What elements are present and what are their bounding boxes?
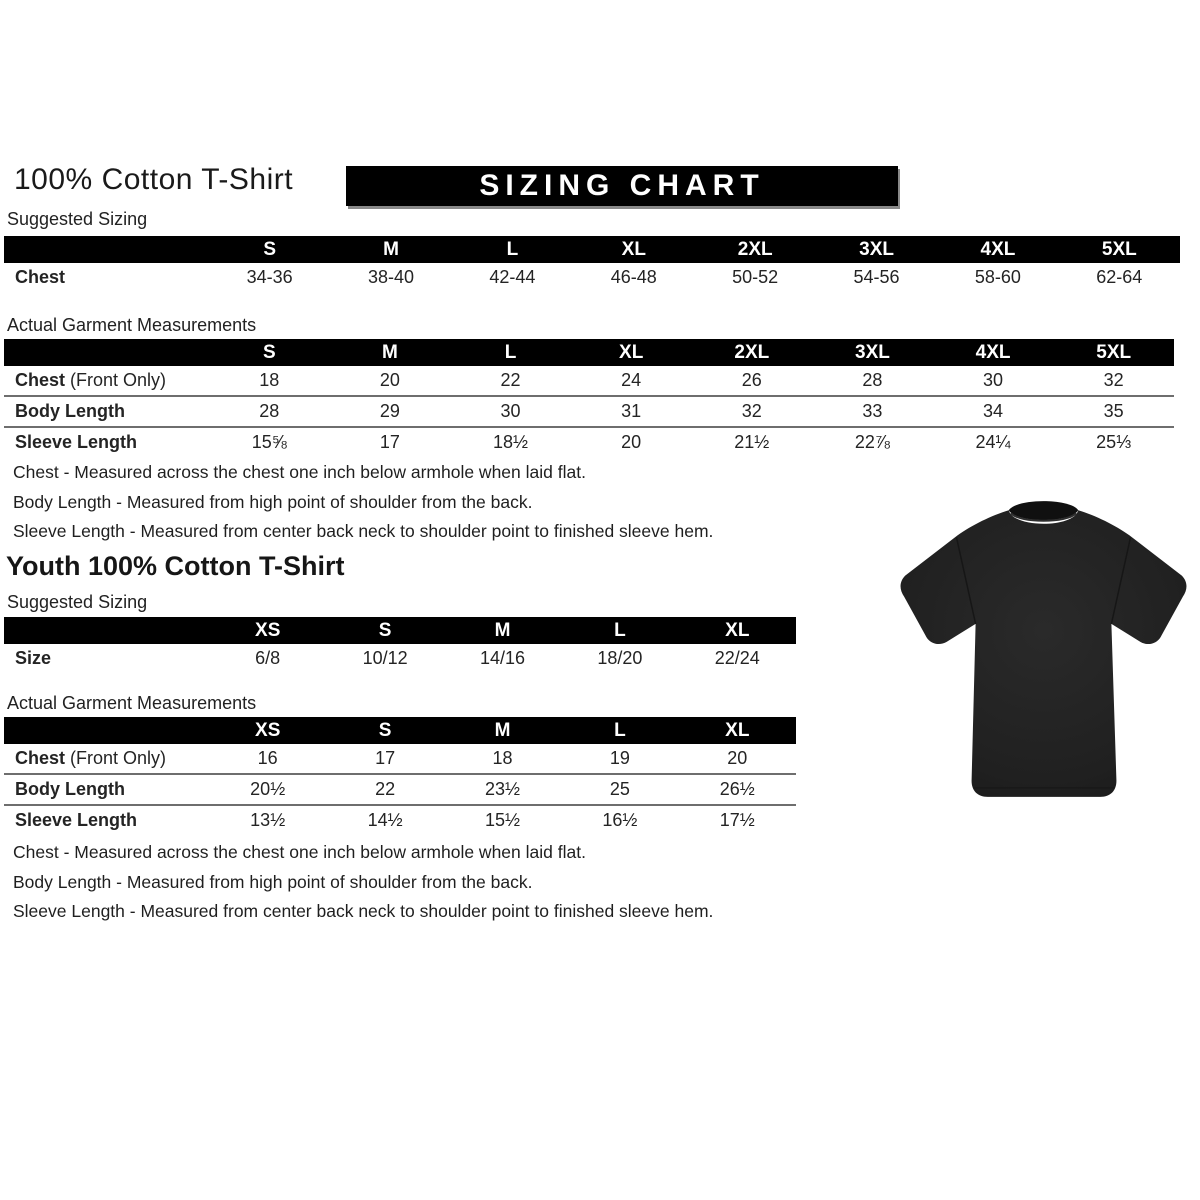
size-column-header: XL bbox=[571, 339, 692, 366]
size-header-row bbox=[4, 236, 1180, 263]
table-row bbox=[4, 263, 1180, 292]
size-column-header: XL bbox=[679, 717, 796, 744]
measurement-cell: 22/24 bbox=[714, 648, 760, 668]
row-label-header bbox=[4, 339, 209, 366]
measurement-cell: 23½ bbox=[444, 774, 561, 805]
measurement-cell: 32 bbox=[692, 396, 813, 427]
measurement-cell: 29 bbox=[330, 396, 451, 427]
measurement-cell: 46-48 bbox=[610, 267, 657, 287]
measurement-cell: 50-52 bbox=[732, 267, 779, 287]
measurement-cell: 19 bbox=[609, 748, 630, 768]
size-column-header: L bbox=[452, 236, 573, 263]
measurement-cell: 58-60 bbox=[974, 267, 1021, 287]
youth-suggested-sizing-label: Suggested Sizing bbox=[7, 592, 148, 612]
measurement-cell: 14/16 bbox=[479, 648, 525, 668]
table-row bbox=[4, 396, 1174, 427]
measurement-cell: 25 bbox=[561, 774, 678, 805]
row-label-header bbox=[4, 236, 209, 263]
table-row bbox=[4, 366, 1174, 396]
measurement-cell: 6/8 bbox=[255, 648, 281, 668]
measurement-cell: 35 bbox=[1053, 396, 1174, 427]
measurement-cell: 26 bbox=[741, 370, 762, 390]
size-column-header: L bbox=[450, 339, 571, 366]
measurement-cell: 22 bbox=[326, 774, 443, 805]
size-header-row bbox=[4, 717, 796, 744]
row-label-header bbox=[4, 717, 209, 744]
measurement-cell: 10/12 bbox=[362, 648, 408, 668]
measurement-cell: 30 bbox=[983, 370, 1004, 390]
size-column-header: L bbox=[561, 717, 678, 744]
measurement-cell: 13½ bbox=[209, 805, 326, 835]
size-column-header: XL bbox=[573, 236, 694, 263]
note-sleeve-length: Sleeve Length - Measured from center back neck to shoulder point to finished sleeve hem. bbox=[13, 521, 714, 541]
size-column-header: M bbox=[330, 339, 451, 366]
measurement-cell: 24¼ bbox=[933, 427, 1054, 457]
note-sleeve-length: Sleeve Length - Measured from center back neck to shoulder point to finished sleeve hem. bbox=[13, 901, 714, 921]
adult-garment-measurements-table bbox=[4, 339, 1174, 457]
size-column-header: S bbox=[209, 339, 330, 366]
table-row bbox=[4, 744, 796, 774]
measurement-cell: 15½ bbox=[444, 805, 561, 835]
measurement-cell: 33 bbox=[812, 396, 933, 427]
size-column-header: XS bbox=[209, 617, 326, 644]
measurement-cell: 24 bbox=[621, 370, 642, 390]
size-column-header: 2XL bbox=[692, 339, 813, 366]
measurement-cell: 18 bbox=[259, 370, 280, 390]
size-column-header: S bbox=[326, 717, 443, 744]
row-label: Size bbox=[15, 648, 52, 668]
measurement-cell: 22 bbox=[500, 370, 521, 390]
youth-measurement-notes bbox=[13, 838, 713, 927]
measurement-cell: 16½ bbox=[561, 805, 678, 835]
size-column-header: L bbox=[561, 617, 678, 644]
measurement-cell: 14½ bbox=[326, 805, 443, 835]
table-row bbox=[4, 774, 796, 805]
note-chest: Chest - Measured across the chest one inch below armhole when laid flat. bbox=[13, 462, 586, 482]
measurement-cell: 17 bbox=[375, 748, 396, 768]
size-header-row bbox=[4, 617, 796, 644]
size-column-header: M bbox=[444, 717, 561, 744]
row-label-header bbox=[4, 617, 209, 644]
size-column-header: 3XL bbox=[816, 236, 937, 263]
measurement-cell: 16 bbox=[257, 748, 278, 768]
row-label: Sleeve Length bbox=[4, 427, 209, 457]
adult-garment-measurements-label: Actual Garment Measurements bbox=[7, 315, 257, 335]
measurement-cell: 18/20 bbox=[597, 648, 643, 668]
sizing-chart-banner: SIZING CHART bbox=[346, 166, 898, 206]
measurement-cell: 54-56 bbox=[853, 267, 900, 287]
measurement-cell: 18½ bbox=[450, 427, 571, 457]
youth-suggested-sizing-table bbox=[4, 617, 796, 673]
youth-garment-measurements-label: Actual Garment Measurements bbox=[7, 693, 257, 713]
measurement-cell: 31 bbox=[571, 396, 692, 427]
tshirt-body bbox=[901, 510, 1187, 797]
row-label: Chest (Front Only) bbox=[15, 370, 167, 390]
measurement-cell: 28 bbox=[862, 370, 883, 390]
size-column-header: 2XL bbox=[695, 236, 816, 263]
measurement-cell: 32 bbox=[1103, 370, 1124, 390]
table-row bbox=[4, 805, 796, 835]
row-label: Body Length bbox=[4, 396, 209, 427]
size-column-header: XS bbox=[209, 717, 326, 744]
size-column-header: XL bbox=[679, 617, 796, 644]
measurement-cell: 26½ bbox=[679, 774, 796, 805]
size-column-header: 5XL bbox=[1053, 339, 1174, 366]
size-column-header: 4XL bbox=[937, 236, 1058, 263]
measurement-cell: 38-40 bbox=[368, 267, 415, 287]
note-body-length: Body Length - Measured from high point of shoulder from the back. bbox=[13, 491, 533, 512]
measurement-cell: 22⅞ bbox=[812, 427, 933, 457]
measurement-cell: 25⅓ bbox=[1053, 427, 1174, 457]
row-label: Chest bbox=[15, 267, 66, 287]
adult-section-title: 100% Cotton T-Shirt bbox=[14, 163, 294, 196]
size-column-header: 4XL bbox=[933, 339, 1054, 366]
row-label: Chest (Front Only) bbox=[15, 748, 167, 768]
size-header-row bbox=[4, 339, 1174, 366]
table-row bbox=[4, 427, 1174, 457]
measurement-cell: 28 bbox=[209, 396, 330, 427]
measurement-cell: 34-36 bbox=[246, 267, 293, 287]
note-chest: Chest - Measured across the chest one inch below armhole when laid flat. bbox=[13, 842, 586, 862]
measurement-cell: 62-64 bbox=[1096, 267, 1143, 287]
adult-suggested-sizing-label: Suggested Sizing bbox=[7, 209, 148, 229]
measurement-cell: 17½ bbox=[679, 805, 796, 835]
size-column-header: 5XL bbox=[1059, 236, 1180, 263]
size-column-header: M bbox=[444, 617, 561, 644]
measurement-cell: 20 bbox=[379, 370, 400, 390]
measurement-cell: 20½ bbox=[209, 774, 326, 805]
size-column-header: M bbox=[330, 236, 451, 263]
youth-garment-measurements-table bbox=[4, 717, 796, 835]
size-column-header: S bbox=[209, 236, 330, 263]
black-tshirt-image bbox=[892, 476, 1194, 818]
note-body-length: Body Length - Measured from high point of shoulder from the back. bbox=[13, 871, 533, 892]
measurement-cell: 30 bbox=[450, 396, 571, 427]
row-label: Body Length bbox=[4, 774, 209, 805]
size-column-header: S bbox=[326, 617, 443, 644]
measurement-cell: 20 bbox=[571, 427, 692, 457]
adult-measurement-notes bbox=[13, 458, 713, 547]
adult-suggested-sizing-table bbox=[4, 236, 1180, 292]
size-column-header: 3XL bbox=[812, 339, 933, 366]
measurement-cell: 34 bbox=[933, 396, 1054, 427]
youth-section-title: Youth 100% Cotton T-Shirt bbox=[6, 551, 345, 581]
row-label: Sleeve Length bbox=[4, 805, 209, 835]
measurement-cell: 18 bbox=[492, 748, 513, 768]
measurement-cell: 20 bbox=[727, 748, 748, 768]
measurement-cell: 15⅝ bbox=[209, 427, 330, 457]
table-row bbox=[4, 644, 796, 673]
measurement-cell: 42-44 bbox=[489, 267, 536, 287]
measurement-cell: 17 bbox=[330, 427, 451, 457]
measurement-cell: 21½ bbox=[692, 427, 813, 457]
